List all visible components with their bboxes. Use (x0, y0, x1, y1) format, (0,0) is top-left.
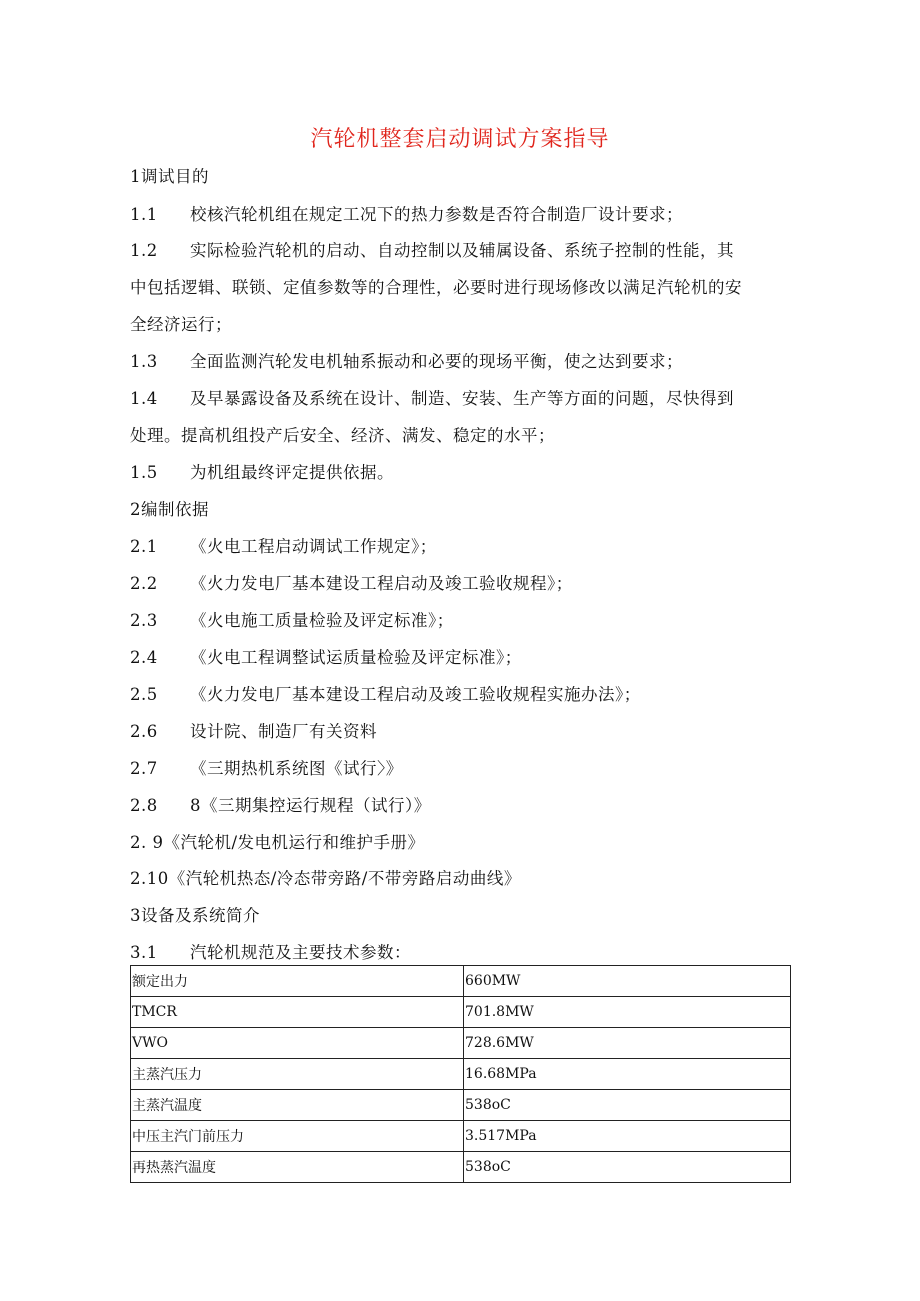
item-number: 2.2 (130, 574, 158, 593)
table-cell-param: TMCR (131, 997, 464, 1028)
table-cell-value: 3.517MPa (464, 1121, 791, 1152)
list-item (130, 756, 403, 782)
item-text: 8《三期集控运行规程（试行）》 (190, 796, 431, 815)
table-cell-value: 660MW (464, 966, 791, 997)
table-cell-param: 额定出力 (131, 966, 464, 997)
item-text-continuation: 全经济运行； (130, 315, 232, 334)
list-item (130, 571, 573, 597)
item-text: 《火力发电厂基本建设工程启动及竣工验收规程实施办法》； (190, 685, 641, 704)
item-text: 《火电工程调整试运质量检验及评定标准》； (190, 648, 522, 667)
item-number: 2.5 (130, 685, 158, 704)
table-cell-value: 538oC (464, 1090, 791, 1121)
item-number: 2.4 (130, 648, 158, 667)
item-number: 2.7 (130, 759, 158, 778)
table-row (131, 997, 791, 1028)
list-item (130, 830, 425, 856)
table-cell-value: 16.68MPa (464, 1059, 791, 1090)
list-item (130, 719, 377, 745)
section-heading-1: 1调试目的 (130, 167, 209, 186)
item-number: 2.10 (130, 869, 169, 888)
table-cell-value: 701.8MW (464, 997, 791, 1028)
table-cell-value: 728.6MW (464, 1028, 791, 1059)
item-text: 《汽轮机热态/冷态带旁路/不带旁路启动曲线》 (168, 869, 521, 888)
table-row (131, 966, 791, 997)
list-item (130, 645, 522, 671)
table-row (131, 1028, 791, 1059)
item-number: 3.1 (130, 943, 158, 962)
table-row (131, 1059, 791, 1090)
item-number: 1.2 (130, 241, 158, 260)
table-cell-param: VWO (131, 1028, 464, 1059)
item-text-continuation: 处理。提高机组投产后安全、经济、满发、稳定的水平； (130, 426, 555, 445)
item-number: 1.3 (130, 352, 158, 371)
item-number: 2.3 (130, 611, 158, 630)
table-row (131, 1090, 791, 1121)
table-cell-param: 中压主汽门前压力 (131, 1121, 464, 1152)
item-number: 1.4 (130, 389, 158, 408)
list-item (130, 460, 394, 486)
spec-table (130, 965, 791, 1183)
item-number: 2.6 (130, 722, 158, 741)
list-item (130, 866, 521, 892)
item-text: 《火力发电厂基本建设工程启动及竣工验收规程》； (190, 574, 573, 593)
item-number: 2.8 (130, 796, 158, 815)
item-number: 2. 9 (130, 833, 164, 852)
table-cell-param: 再热蒸汽温度 (131, 1152, 464, 1183)
table-row (131, 1152, 791, 1183)
item-text: 《火电工程启动调试工作规定》； (190, 537, 437, 556)
list-item (130, 238, 734, 264)
section-heading-2: 2编制依据 (130, 500, 209, 519)
item-text: 《火电施工质量检验及评定标准》； (190, 611, 454, 630)
list-item (130, 534, 437, 560)
list-item (130, 608, 454, 634)
table-cell-value: 538oC (464, 1152, 791, 1183)
document-title: 汽轮机整套启动调试方案指导 (310, 127, 610, 152)
item-text: 为机组最终评定提供依据。 (190, 463, 394, 482)
item-text: 《汽轮机/发电机运行和维护手册》 (163, 833, 425, 852)
item-number: 1.1 (130, 205, 158, 224)
item-text: 汽轮机规范及主要技术参数： (190, 943, 411, 962)
item-text-continuation: 中包括逻辑、联锁、定值参数等的合理性，必要时进行现场修改以满足汽轮机的安 (130, 278, 742, 297)
item-number: 2.1 (130, 537, 158, 556)
item-number: 1.5 (130, 463, 158, 482)
list-item (130, 682, 641, 708)
list-item (130, 386, 734, 412)
item-text: 实际检验汽轮机的启动、自动控制以及辅属设备、系统子控制的性能，其 (190, 241, 734, 260)
item-text: 设计院、制造厂有关资料 (190, 722, 377, 741)
list-item (130, 793, 431, 819)
item-text: 全面监测汽轮发电机轴系振动和必要的现场平衡，使之达到要求； (190, 352, 683, 371)
item-text: 校核汽轮机组在规定工况下的热力参数是否符合制造厂设计要求； (190, 205, 683, 224)
table-cell-param: 主蒸汽压力 (131, 1059, 464, 1090)
list-item (130, 202, 683, 228)
list-item (130, 349, 683, 375)
list-item (130, 940, 411, 966)
item-text: 及早暴露设备及系统在设计、制造、安装、生产等方面的问题，尽快得到 (190, 389, 734, 408)
table-cell-param: 主蒸汽温度 (131, 1090, 464, 1121)
item-text: 《三期热机系统图《试行〉》 (190, 759, 403, 778)
section-heading-3: 3设备及系统简介 (130, 906, 260, 925)
table-row (131, 1121, 791, 1152)
